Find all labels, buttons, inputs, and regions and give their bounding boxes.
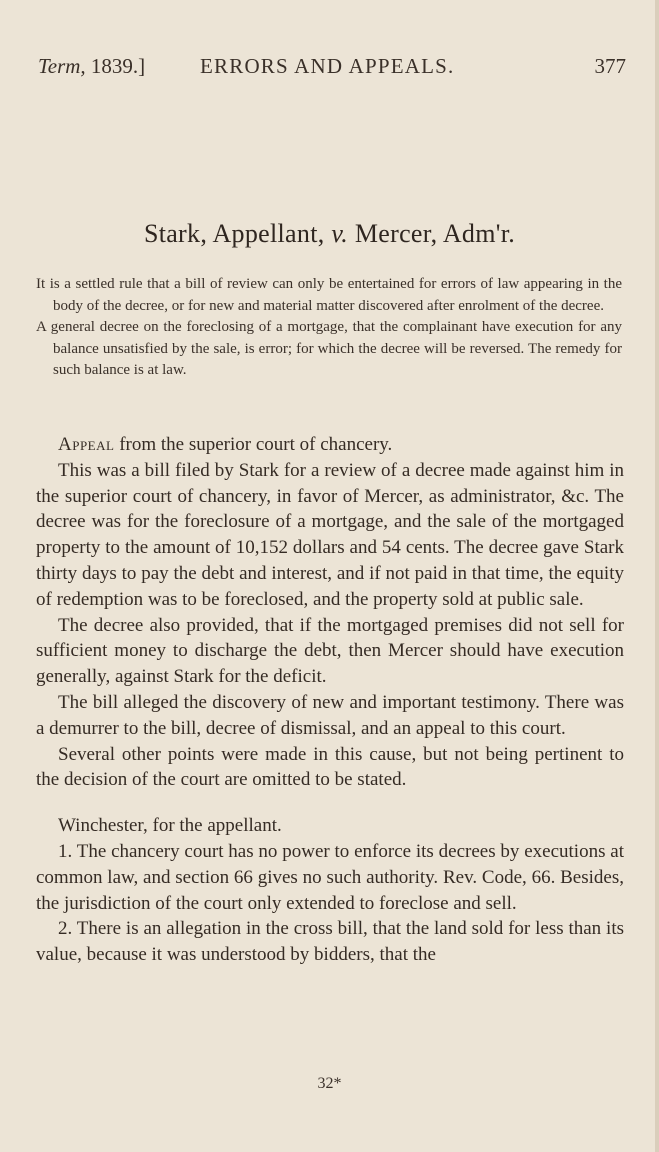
argument-point: 1. The chancery court has no power to enforce its decrees by executions at common law, and section 66 gives no such authority. Rev. Code, 66. Besides, the jurisdiction of the court only extended to foreclose and sell.	[36, 840, 624, 914]
page-edge	[655, 0, 659, 1152]
case-title	[0, 219, 659, 249]
appeal-line	[36, 432, 624, 458]
party-appellee: Mercer, Adm'r.	[354, 219, 516, 248]
headnote: It is a settled rule that a bill of review can only be entertained for errors of law appearing in the body of the decree, or for new and material matter discovered after enrolment of the decree.	[36, 276, 622, 314]
appeal-rest: from the superior court of chancery.	[119, 434, 393, 455]
body-paragraph: This was a bill filed by Stark for a review of a decree made against him in the superior court of chancery, in favor of Mercer, as administrator, &c. The decree was for the foreclosure of a mortgage, and the sale of the mortgaged property to the amount of 10,152 dollars and 54 cents. The decree gave Stark thirty days to pay the debt and interest, and if not paid in that time, the equity of redemption was to be foreclosed, and the property sold at public sale.	[36, 459, 624, 610]
page-number: 377	[594, 54, 626, 78]
argument-point: 2. There is an allegation in the cross bill, that the land sold for less than its value, because it was understood by bidders, that the	[36, 918, 624, 966]
running-header	[38, 54, 626, 82]
body-paragraph: The bill alleged the discovery of new and important testimony. There was a demurrer to the bill, decree of dismissal, and an appeal to this court.	[36, 691, 624, 739]
body-paragraph: Several other points were made in this cause, but not being pertinent to the decision of the court are omitted to be stated.	[36, 743, 624, 791]
body-paragraph: The decree also provided, that if the mortgaged premises did not sell for sufficient money to discharge the debt, then Mercer should have execution generally, against Stark for the deficit.	[36, 614, 624, 688]
paragraph-gap	[36, 793, 624, 813]
opinion-body	[36, 432, 624, 968]
appeal-word: Appeal	[58, 434, 115, 455]
signature-mark: 32*	[317, 1075, 342, 1092]
term-label	[38, 54, 145, 79]
party-appellant: Stark, Appellant,	[143, 219, 325, 248]
counsel-line: Winchester, for the appellant.	[58, 815, 282, 837]
term-word: Term,	[38, 54, 86, 78]
versus-mark: v.	[331, 219, 349, 248]
headnote: A general decree on the foreclosing of a mortgage, that the complainant have execution for any balance unsatisfied by the sale, is error; for which the decree will be reversed. The remedy for such balance is at law.	[36, 319, 622, 379]
headnotes	[36, 274, 622, 382]
running-title: ERRORS AND APPEALS.	[200, 54, 455, 78]
term-year: 1839.]	[90, 54, 146, 78]
